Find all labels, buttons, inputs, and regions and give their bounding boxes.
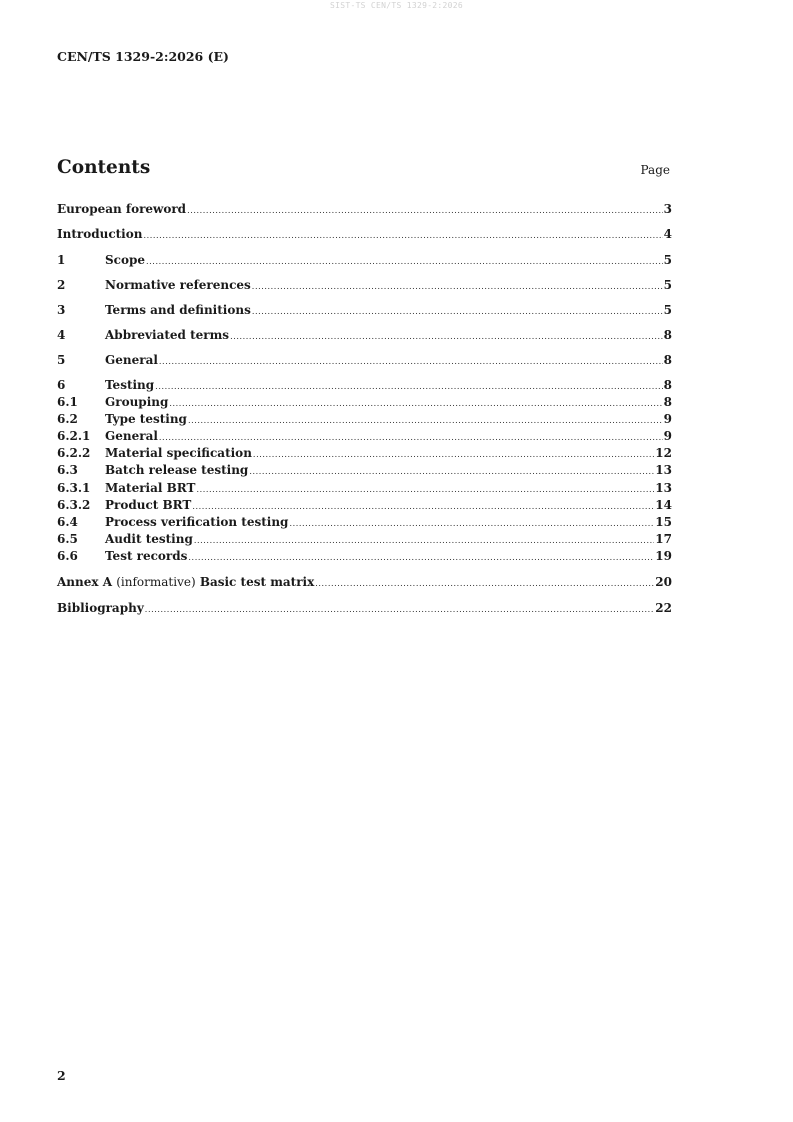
dot-leader <box>159 433 663 443</box>
annex-label: Annex A <box>57 575 113 589</box>
toc-page-number: 8 <box>663 378 672 392</box>
toc-title: Scope <box>105 253 146 267</box>
toc-entry-introduction[interactable] <box>57 226 672 242</box>
toc-page-number: 8 <box>663 395 672 409</box>
toc-title: General <box>105 353 158 367</box>
toc-entry-terms-and-definitions[interactable] <box>57 302 672 318</box>
toc-page-number: 14 <box>655 498 672 512</box>
toc-number: 6.4 <box>57 515 78 529</box>
toc-title: Normative references <box>105 278 251 292</box>
toc-entry-audit-testing[interactable] <box>57 531 672 547</box>
toc-entry-scope[interactable] <box>57 252 672 268</box>
toc-page-number: 13 <box>655 463 672 477</box>
toc-entry-grouping[interactable] <box>57 394 672 410</box>
toc-title: General <box>105 429 158 443</box>
toc-number: 6.5 <box>57 532 78 546</box>
toc-page-number: 17 <box>655 532 672 546</box>
toc-entry-annex-a[interactable] <box>57 574 672 590</box>
dot-leader <box>188 553 654 563</box>
dot-leader <box>188 416 663 426</box>
toc-entry-general[interactable] <box>57 352 672 368</box>
toc-number: 5 <box>57 353 66 367</box>
toc-page-number: 5 <box>663 278 672 292</box>
dot-leader <box>145 605 655 615</box>
toc-title: Abbreviated terms <box>105 328 230 342</box>
dot-leader <box>155 382 662 392</box>
toc-title: Grouping <box>105 395 169 409</box>
toc-entry-type-testing[interactable] <box>57 411 672 427</box>
document-id-header: CEN/TS 1329-2:2026 (E) <box>57 49 229 64</box>
toc-page-number: 5 <box>663 253 672 267</box>
toc-page-number: 9 <box>663 429 672 443</box>
toc-number: 6.3.1 <box>57 481 91 495</box>
dot-leader <box>196 485 654 495</box>
dot-leader <box>252 282 663 292</box>
toc-number: 6.2.1 <box>57 429 91 443</box>
toc-title: Test records <box>105 549 188 563</box>
dot-leader <box>146 257 663 267</box>
toc-entry-batch-release-testing[interactable] <box>57 462 672 478</box>
toc-page-number: 5 <box>663 303 672 317</box>
toc-number: 1 <box>57 253 66 267</box>
toc-page-number: 8 <box>663 328 672 342</box>
toc-entry-type-testing-general[interactable] <box>57 428 672 444</box>
dot-leader <box>289 519 654 529</box>
annex-title: Basic test matrix <box>199 575 315 589</box>
toc-page-number: 20 <box>655 575 672 589</box>
page-number-footer: 2 <box>57 1068 66 1083</box>
dot-leader <box>192 502 654 512</box>
toc-entry-abbreviated-terms[interactable] <box>57 327 672 343</box>
toc-number: 6.3.2 <box>57 498 91 512</box>
toc-title: Material BRT <box>105 481 196 495</box>
toc-page-number: 22 <box>655 601 672 615</box>
dot-leader <box>230 332 663 342</box>
toc-entry-normative-references[interactable] <box>57 277 672 293</box>
toc-title: Process verification testing <box>105 515 289 529</box>
toc-entry-test-records[interactable] <box>57 548 672 564</box>
toc-title: Terms and definitions <box>105 303 251 317</box>
toc-entry-bibliography[interactable] <box>57 600 672 616</box>
toc-title: Batch release testing <box>105 463 249 477</box>
toc-page-number: 3 <box>663 202 672 216</box>
dot-leader <box>253 450 654 460</box>
toc-page-number: 4 <box>663 227 672 241</box>
toc-title: Bibliography <box>57 601 144 615</box>
toc-page-number: 8 <box>663 353 672 367</box>
toc-number: 6.2 <box>57 412 78 426</box>
annex-note: (informative) <box>116 575 196 589</box>
toc-entry-process-verification-testing[interactable] <box>57 514 672 530</box>
watermark: SIST-TS CEN/TS 1329-2:2026 <box>329 1 464 10</box>
page-column-label: Page <box>640 163 670 177</box>
toc-title: Product BRT <box>105 498 192 512</box>
dot-leader <box>252 307 663 317</box>
toc-number: 2 <box>57 278 66 292</box>
toc-number: 6.6 <box>57 549 78 563</box>
toc-number: 3 <box>57 303 66 317</box>
toc-page-number: 12 <box>655 446 672 460</box>
toc-number: 6.2.2 <box>57 446 91 460</box>
toc-title: Introduction <box>57 227 143 241</box>
toc-number: 6 <box>57 378 66 392</box>
toc-title: European foreword <box>57 202 187 216</box>
toc-title: Testing <box>105 378 155 392</box>
toc-title: Audit testing <box>105 532 193 546</box>
toc-number: 6.3 <box>57 463 78 477</box>
dot-leader <box>315 579 654 589</box>
toc-title: Material specification <box>105 446 252 460</box>
toc-entry-material-specification[interactable] <box>57 445 672 461</box>
toc-number: 6.1 <box>57 395 78 409</box>
toc-page-number: 15 <box>655 515 672 529</box>
toc-entry-testing[interactable] <box>57 377 672 393</box>
toc-title: Type testing <box>105 412 187 426</box>
toc-page-number: 9 <box>663 412 672 426</box>
toc-title <box>57 574 314 590</box>
dot-leader <box>159 357 663 367</box>
dot-leader <box>169 399 662 409</box>
dot-leader <box>143 231 662 241</box>
toc-entry-material-brt[interactable] <box>57 480 672 496</box>
toc-number: 4 <box>57 328 66 342</box>
dot-leader <box>249 467 654 477</box>
toc-entry-product-brt[interactable] <box>57 497 672 513</box>
toc-entry-european-foreword[interactable] <box>57 201 672 217</box>
dot-leader <box>187 206 663 216</box>
contents-heading: Contents <box>57 157 151 178</box>
toc-page-number: 19 <box>655 549 672 563</box>
toc-page-number: 13 <box>655 481 672 495</box>
dot-leader <box>194 536 654 546</box>
